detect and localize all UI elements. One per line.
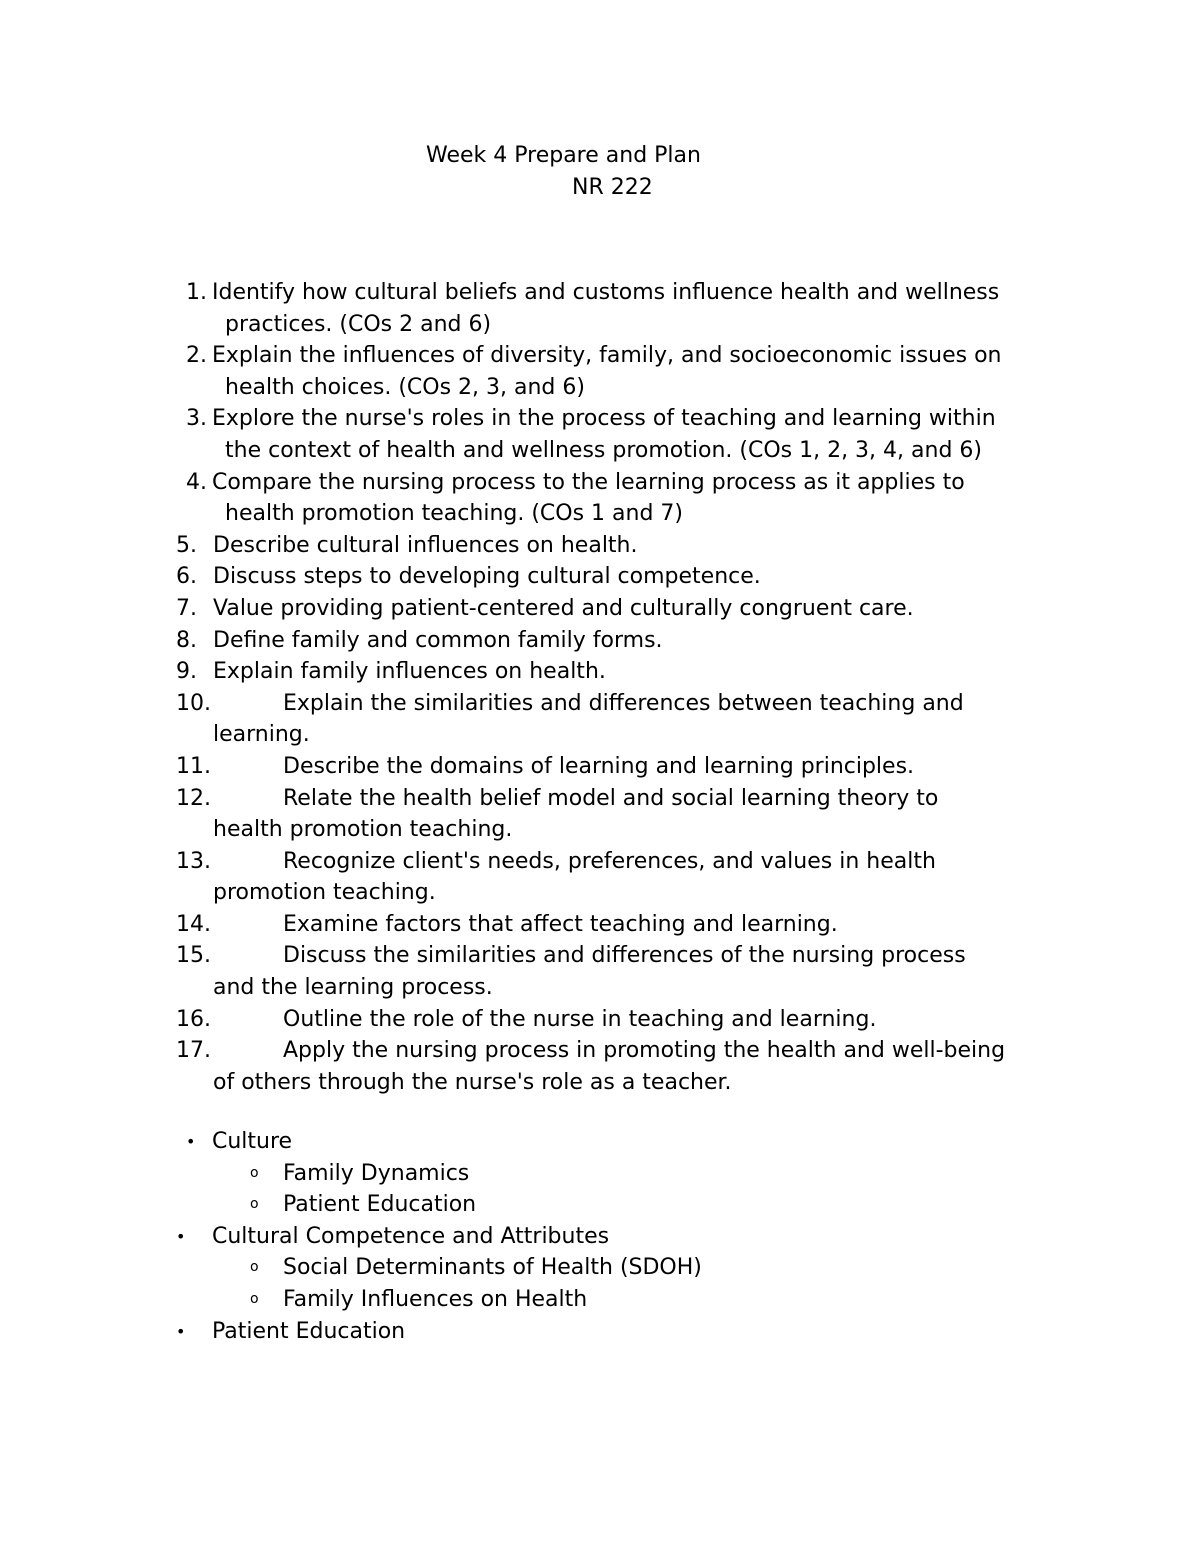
subtopic-text: Family Influences on Health (283, 1286, 588, 1312)
topic-text: Culture (212, 1129, 293, 1154)
objective-item (0, 656, 1200, 688)
objective-number: 17. (176, 1038, 211, 1064)
objective-number: 5. (176, 532, 197, 558)
objective-item (0, 403, 1200, 466)
page-title: Week 4 Prepare and Plan (426, 143, 701, 168)
bullet-circle-icon: o (250, 1196, 259, 1213)
objective-text: Relate the health belief model and social learning theory to (283, 785, 939, 811)
objective-text: Explore the nurse's roles in the process of teaching and learning within (212, 406, 996, 432)
objective-number: 1. (186, 280, 207, 305)
objective-number: 10. (176, 690, 211, 716)
subtopic-item (0, 1189, 1200, 1221)
objective-text: Discuss steps to developing cultural competence. (213, 564, 761, 590)
objective-number: 12. (176, 785, 211, 811)
objective-item (0, 1004, 1200, 1036)
objective-number: 8. (176, 627, 197, 653)
subtopic-item (0, 1284, 1200, 1316)
topic-text: Cultural Competence and Attributes (212, 1223, 610, 1249)
objective-text: Identify how cultural beliefs and customs influence health and wellness (212, 280, 1000, 305)
objective-item (0, 688, 1200, 751)
objective-text: Define family and common family forms. (213, 627, 663, 653)
objective-number: 7. (176, 595, 197, 621)
bullet-circle-icon: o (250, 1259, 259, 1276)
objective-number: 2. (186, 343, 207, 369)
objective-item (0, 846, 1200, 909)
objective-text-continued: the context of health and wellness promotion. (COs 1, 2, 3, 4, and 6) (225, 437, 982, 463)
topic-item (0, 1316, 1200, 1348)
objective-text-continued: health promotion teaching. (COs 1 and 7) (225, 501, 684, 527)
objective-text: Explain the influences of diversity, family, and socioeconomic issues on (212, 343, 1002, 369)
objective-text: Discuss the similarities and differences of the nursing process (283, 943, 966, 969)
topics-list (0, 1126, 1200, 1347)
objective-text: Apply the nursing process in promoting the health and well-being (283, 1038, 1006, 1064)
objective-item (0, 340, 1200, 403)
objective-item (0, 277, 1200, 340)
objective-item (0, 467, 1200, 530)
objective-text-continued: learning. (213, 722, 310, 748)
objective-text-continued: of others through the nurse's role as a teacher. (213, 1069, 732, 1095)
objective-text: Explain the similarities and differences between teaching and (283, 690, 964, 716)
objective-text-continued: health choices. (COs 2, 3, and 6) (225, 374, 585, 400)
objective-item (0, 1035, 1200, 1098)
bullet-circle-icon: o (250, 1164, 259, 1181)
subtopic-text: Patient Education (283, 1192, 477, 1218)
bullet-circle-icon: o (250, 1290, 259, 1307)
objective-item (0, 940, 1200, 1003)
objective-text: Describe cultural influences on health. (213, 532, 638, 558)
subtopic-text: Family Dynamics (283, 1160, 470, 1186)
topic-item (0, 1126, 1200, 1158)
objective-text: Describe the domains of learning and learning principles. (283, 753, 915, 779)
objective-text: Outline the role of the nurse in teaching and learning. (283, 1006, 877, 1032)
objective-number: 9. (176, 659, 197, 685)
bullet-dot-icon: • (176, 1226, 186, 1246)
objective-item (0, 783, 1200, 846)
objective-item (0, 593, 1200, 625)
objective-number: 11. (176, 753, 211, 779)
objective-number: 4. (186, 469, 207, 495)
objective-item (0, 561, 1200, 593)
objective-text: Recognize client's needs, preferences, and values in health (283, 848, 936, 874)
course-code: NR 222 (572, 175, 653, 200)
objective-text: Examine factors that affect teaching and learning. (283, 911, 838, 937)
objective-number: 15. (176, 943, 211, 969)
objective-number: 6. (176, 564, 197, 590)
bullet-dot-icon: • (176, 1321, 186, 1341)
objective-number: 16. (176, 1006, 211, 1032)
objective-text: Value providing patient-centered and culturally congruent care. (213, 595, 914, 621)
bullet-dot-icon: • (186, 1132, 196, 1151)
topic-text: Patient Education (212, 1318, 406, 1344)
objective-number: 14. (176, 911, 211, 937)
objective-number: 3. (186, 406, 207, 432)
topic-item (0, 1221, 1200, 1253)
objective-text-continued: and the learning process. (213, 975, 493, 1001)
objective-number: 13. (176, 848, 211, 874)
objective-item (0, 909, 1200, 941)
objective-text-continued: health promotion teaching. (213, 817, 513, 843)
objective-item (0, 751, 1200, 783)
objective-text: Compare the nursing process to the learning process as it applies to (212, 469, 965, 495)
objective-item (0, 625, 1200, 657)
objective-item (0, 530, 1200, 562)
subtopic-item (0, 1252, 1200, 1284)
objective-text-continued: promotion teaching. (213, 880, 436, 906)
subtopic-item (0, 1158, 1200, 1190)
objective-text-continued: practices. (COs 2 and 6) (225, 311, 492, 337)
objectives-list (0, 277, 1200, 1098)
subtopic-text: Social Determinants of Health (SDOH) (283, 1255, 702, 1281)
objective-text: Explain family influences on health. (213, 659, 606, 685)
